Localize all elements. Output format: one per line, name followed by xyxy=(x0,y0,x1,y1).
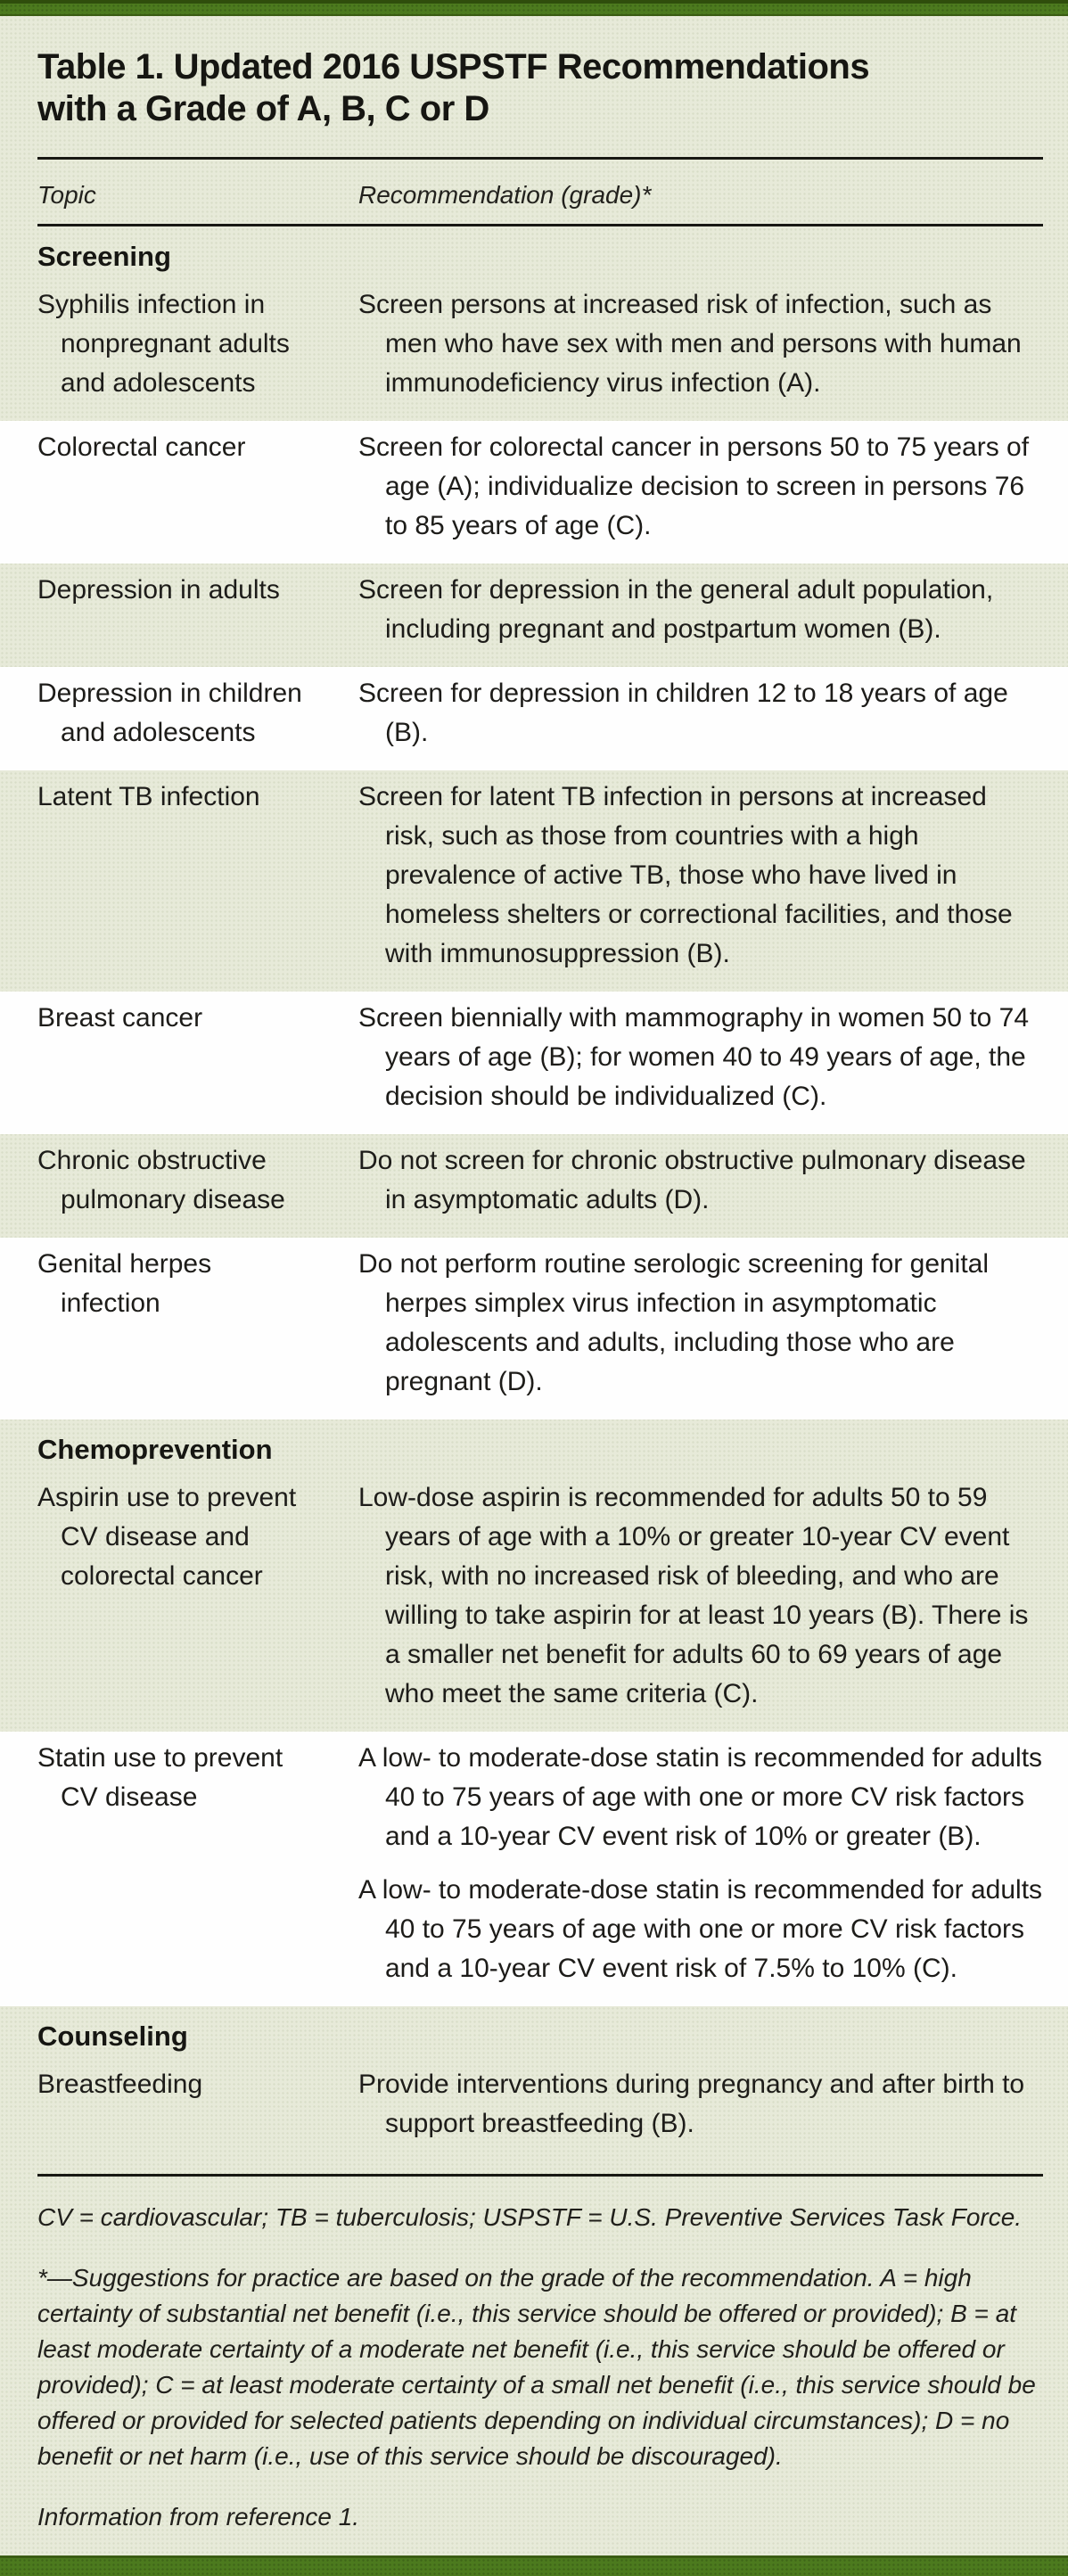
section-header: Counseling xyxy=(37,2020,188,2053)
row-topic: Depression in children and adolescents xyxy=(37,679,302,748)
table-row xyxy=(0,278,1068,421)
table-row xyxy=(0,1238,1068,1420)
recommendation-paragraph: A low- to moderate-dose statin is recommended for adults 40 to 75 years of age with one or more CV risk factors and a 10-year CV event risk of 7.5% to 10% (C). xyxy=(358,1875,1043,1984)
grade-definitions-note: *—Suggestions for practice are based on the grade of the recommendation. A = high certainty of substantial net benefit (i.e., this service should be offered or provided); B = at least moderate certainty of a moderate net benefit (i.e., this service should be offered or provided); C = at least moderate certainty of a small net benefit (i.e., this service should be offered or provided for selected patients depending on individual circumstances); D = no benefit or net harm (i.e., use of this service should be discouraged). xyxy=(37,2264,1036,2471)
table-row xyxy=(0,421,1068,564)
row-recommendation xyxy=(358,674,1043,753)
table-section xyxy=(0,1420,1068,2006)
row-recommendation xyxy=(358,571,1043,649)
table-row xyxy=(0,992,1068,1134)
recommendation-paragraph: Screen for depression in the general adult population, including pregnant and postpartum women (B). xyxy=(358,575,994,645)
section-header: Screening xyxy=(37,241,171,273)
row-topic: Aspirin use to prevent CV disease and colorectal cancer xyxy=(37,1483,297,1592)
section-rows xyxy=(0,278,1068,1420)
section-rows xyxy=(0,2058,1068,2161)
column-header-topic: Topic xyxy=(37,181,96,210)
row-topic: Statin use to prevent CV disease xyxy=(37,1743,283,1813)
table-row xyxy=(0,2058,1068,2161)
row-recommendation xyxy=(358,285,1043,403)
recommendation-paragraph: A low- to moderate-dose statin is recommended for adults 40 to 75 years of age with one or more CV risk factors and a 10-year CV event risk of 10% or greater (B). xyxy=(358,1743,1043,1852)
column-header-recommendation: Recommendation (grade)* xyxy=(358,181,652,210)
row-topic: Syphilis infection in nonpregnant adults and adolescents xyxy=(37,290,290,399)
recommendation-paragraph: Low-dose aspirin is recommended for adults 50 to 59 years of age with a 10% or greater 10-year CV event risk, with no increased risk of bleeding, and who are willing to take aspirin for at least 10 years (B). There is a smaller net benefit for adults 60 to 69 years of age who meet the same criteria (C). xyxy=(358,1483,1029,1709)
row-topic: Depression in adults xyxy=(37,575,280,605)
table-row xyxy=(0,770,1068,992)
source-note: Information from reference 1. xyxy=(37,2503,360,2531)
column-header-row xyxy=(0,160,1068,224)
recommendation-paragraph: Screen for colorectal cancer in persons 50 to 75 years of age (A); individualize decision to screen in persons 76 to 85 years of age (C). xyxy=(358,432,1030,541)
recommendation-paragraph: Do not screen for chronic obstructive pulmonary disease in asymptomatic adults (D). xyxy=(358,1146,1026,1215)
row-recommendation xyxy=(358,1141,1043,1220)
row-topic: Chronic obstructive pulmonary disease xyxy=(37,1146,285,1215)
row-topic: Genital herpes infection xyxy=(37,1249,212,1319)
row-topic: Latent TB infection xyxy=(37,782,260,812)
table-row xyxy=(0,564,1068,667)
row-recommendation xyxy=(358,778,1043,974)
row-topic: Breast cancer xyxy=(37,1003,203,1033)
recommendation-paragraph: Screen biennially with mammography in women 50 to 74 years of age (B); for women 40 to 49 years of age, the decision should be individualized (C). xyxy=(358,1003,1030,1112)
table-section xyxy=(0,226,1068,1420)
top-green-band xyxy=(0,0,1068,16)
recommendation-paragraph: Do not perform routine serologic screening for genital herpes simplex virus infection in asymptomatic adolescents and adults, including those who are pregnant (D). xyxy=(358,1249,990,1397)
table-title: Table 1. Updated 2016 USPSTF Recommendations with a Grade of A, B, C or D xyxy=(37,47,870,129)
table-section xyxy=(0,2006,1068,2161)
table-row xyxy=(0,1732,1068,2006)
recommendation-paragraph: Provide interventions during pregnancy and after birth to support breastfeeding (B). xyxy=(358,2070,1025,2139)
table-row xyxy=(0,667,1068,770)
recommendation-paragraph: Screen for depression in children 12 to 18 years of age (B). xyxy=(358,679,1008,748)
row-recommendation xyxy=(358,1245,1043,1402)
row-topic: Colorectal cancer xyxy=(37,432,246,463)
table-body xyxy=(0,226,1068,2161)
row-recommendation xyxy=(358,1739,1043,1988)
row-recommendation xyxy=(358,999,1043,1116)
row-recommendation xyxy=(358,428,1043,546)
recommendation-paragraph: Screen persons at increased risk of infection, such as men who have sex with men and persons with human immunodeficiency virus infection (A). xyxy=(358,290,1022,399)
bottom-green-band xyxy=(0,2555,1068,2576)
table-row xyxy=(0,1134,1068,1238)
section-header: Chemoprevention xyxy=(37,1434,273,1466)
row-recommendation xyxy=(358,2065,1043,2144)
row-recommendation xyxy=(358,1478,1043,1714)
footnotes xyxy=(0,2177,1068,2535)
abbreviations-note: CV = cardiovascular; TB = tuberculosis; USPSTF = U.S. Preventive Services Task Force. xyxy=(37,2203,1023,2232)
section-rows xyxy=(0,1471,1068,2006)
recommendation-paragraph: Screen for latent TB infection in persons at increased risk, such as those from countries with a high prevalence of active TB, those who have lived in homeless shelters or correctional facilities, and those with immunosuppression (B). xyxy=(358,782,1013,969)
row-topic: Breastfeeding xyxy=(37,2070,203,2100)
table-row xyxy=(0,1471,1068,1732)
